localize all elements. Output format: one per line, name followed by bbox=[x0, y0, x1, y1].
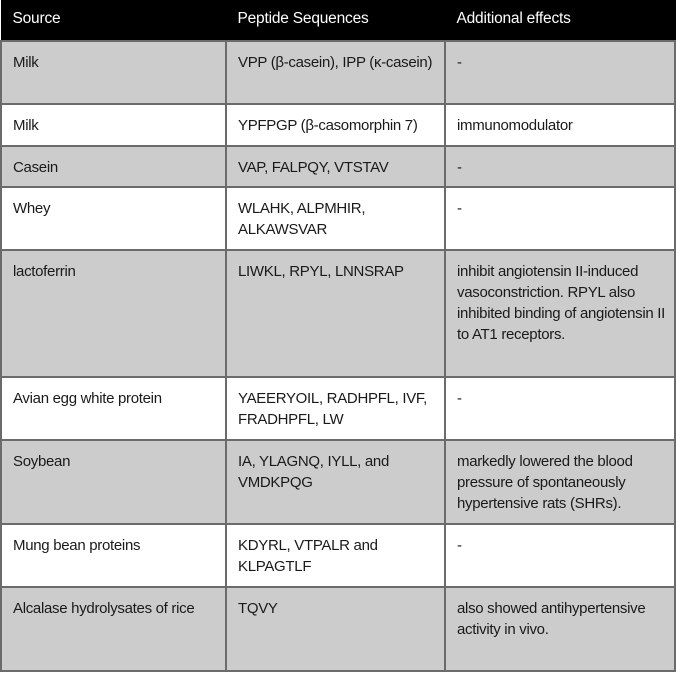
effects-cell: - bbox=[445, 377, 675, 440]
table-row bbox=[1, 187, 675, 250]
peptide-cell: TQVY bbox=[226, 587, 445, 671]
peptide-cell: IA, YLAGNQ, IYLL, and VMDKPQG bbox=[226, 440, 445, 524]
header-peptide-sequences: Peptide Sequences bbox=[226, 0, 445, 41]
effects-cell: immunomodulator bbox=[445, 104, 675, 146]
table-row bbox=[1, 587, 675, 671]
source-cell: Avian egg white protein bbox=[1, 377, 226, 440]
effects-cell: markedly lowered the blood pressure of spontaneously hypertensive rats (SHRs). bbox=[445, 440, 675, 524]
source-cell: Soybean bbox=[1, 440, 226, 524]
source-cell: Mung bean proteins bbox=[1, 524, 226, 587]
source-cell: Alcalase hydrolysates of rice bbox=[1, 587, 226, 671]
peptide-cell: YAEERYOIL, RADHPFL, IVF, FRADHPFL, LW bbox=[226, 377, 445, 440]
source-cell: Casein bbox=[1, 146, 226, 187]
header-additional-effects: Additional effects bbox=[445, 0, 675, 41]
table-row bbox=[1, 250, 675, 377]
peptide-cell: VAP, FALPQY, VTSTAV bbox=[226, 146, 445, 187]
effects-cell: also showed antihypertensive activity in vivo. bbox=[445, 587, 675, 671]
table-row bbox=[1, 146, 675, 187]
table-row bbox=[1, 440, 675, 524]
effects-cell: - bbox=[445, 524, 675, 587]
source-cell: Whey bbox=[1, 187, 226, 250]
source-cell: Milk bbox=[1, 41, 226, 104]
header-source: Source bbox=[1, 0, 226, 41]
effects-cell: inhibit angiotensin II-induced vasoconstriction. RPYL also inhibited binding of angiotensin II to AT1 receptors. bbox=[445, 250, 675, 377]
peptide-cell: KDYRL, VTPALR and KLPAGTLF bbox=[226, 524, 445, 587]
effects-cell: - bbox=[445, 146, 675, 187]
peptide-cell: YPFPGP (β-casomorphin 7) bbox=[226, 104, 445, 146]
peptide-cell: VPP (β-casein), IPP (κ-casein) bbox=[226, 41, 445, 104]
peptide-cell: WLAHK, ALPMHIR, ALKAWSVAR bbox=[226, 187, 445, 250]
source-cell: Milk bbox=[1, 104, 226, 146]
source-cell: lactoferrin bbox=[1, 250, 226, 377]
effects-cell: - bbox=[445, 41, 675, 104]
peptide-cell: LIWKL, RPYL, LNNSRAP bbox=[226, 250, 445, 377]
table-row bbox=[1, 41, 675, 104]
table-row bbox=[1, 377, 675, 440]
table-row bbox=[1, 104, 675, 146]
effects-cell: - bbox=[445, 187, 675, 250]
header-row bbox=[1, 0, 675, 41]
table-row bbox=[1, 524, 675, 587]
